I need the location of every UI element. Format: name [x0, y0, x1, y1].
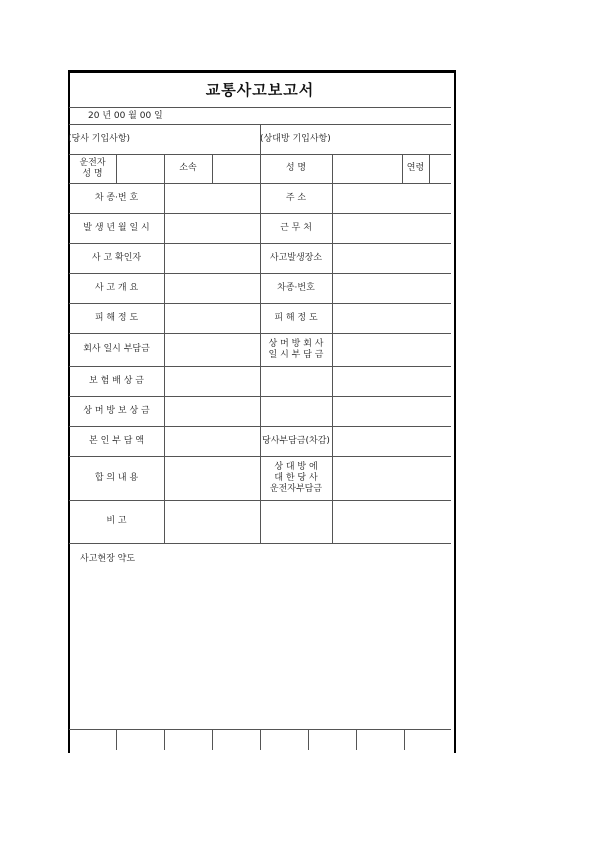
label-driver-name: 운전자 성 명 [79, 157, 106, 179]
label-damage-degree-other: 피 해 정 도 [274, 312, 318, 323]
rule [164, 729, 165, 750]
label-vehicle-type-number-other: 차종·번호 [277, 282, 315, 293]
label-self-burden: 본 인 부 담 액 [89, 435, 144, 446]
rule [260, 124, 261, 154]
rule [116, 154, 117, 183]
rule [212, 154, 213, 183]
label-vehicle-type-number: 차 종·번 호 [94, 192, 139, 203]
label-workplace: 근 무 처 [280, 222, 312, 233]
label-address: 주 소 [285, 192, 307, 203]
label-occurred-datetime: 발 생 년 월 일 시 [83, 222, 150, 233]
label-remarks: 비 고 [106, 516, 127, 526]
rule [356, 729, 357, 750]
rule [164, 154, 165, 543]
other-side-header: (상대방 기입사항) [260, 133, 331, 144]
report-title: 교통사고보고서 [205, 80, 315, 99]
rule [69, 107, 451, 108]
rule [404, 729, 405, 750]
rule [212, 729, 213, 750]
label-name: 성 명 [285, 163, 307, 173]
label-settlement-content: 합 의 내 용 [94, 472, 139, 483]
label-our-company-burden: 당사부담금(차감) [262, 435, 330, 446]
our-side-header: (당사 기입사항) [68, 133, 131, 144]
label-accident-sketch: 사고현장 약도 [80, 553, 136, 564]
label-damage-degree: 피 해 정 도 [94, 312, 139, 323]
label-other-company-temp-burden: 상 머 방 회 사 일 시 부 담 금 [268, 338, 324, 360]
label-accident-confirmer: 사 고 확인자 [91, 252, 142, 263]
label-other-party-compensation: 상 머 방 보 상 금 [83, 405, 150, 416]
rule [116, 729, 117, 750]
rule [308, 729, 309, 750]
label-accident-location: 사고발생장소 [269, 252, 323, 263]
label-accident-summary: 사 고 개 요 [94, 282, 139, 293]
label-other-party-to-our-driver: 상 대 방 에 대 한 당 사 운전자부담금 [269, 461, 323, 494]
label-company-temp-burden: 회사 일시 부담금 [83, 344, 150, 354]
label-age: 연령 [406, 163, 425, 173]
rule [69, 543, 451, 544]
rule [429, 154, 430, 183]
label-insurance-compensation: 보 험 배 상 금 [89, 375, 144, 386]
report-date: 20 년 00 월 00 일 [88, 110, 163, 121]
rule [260, 729, 261, 750]
label-affiliation: 소속 [179, 163, 197, 173]
rule [332, 154, 333, 543]
